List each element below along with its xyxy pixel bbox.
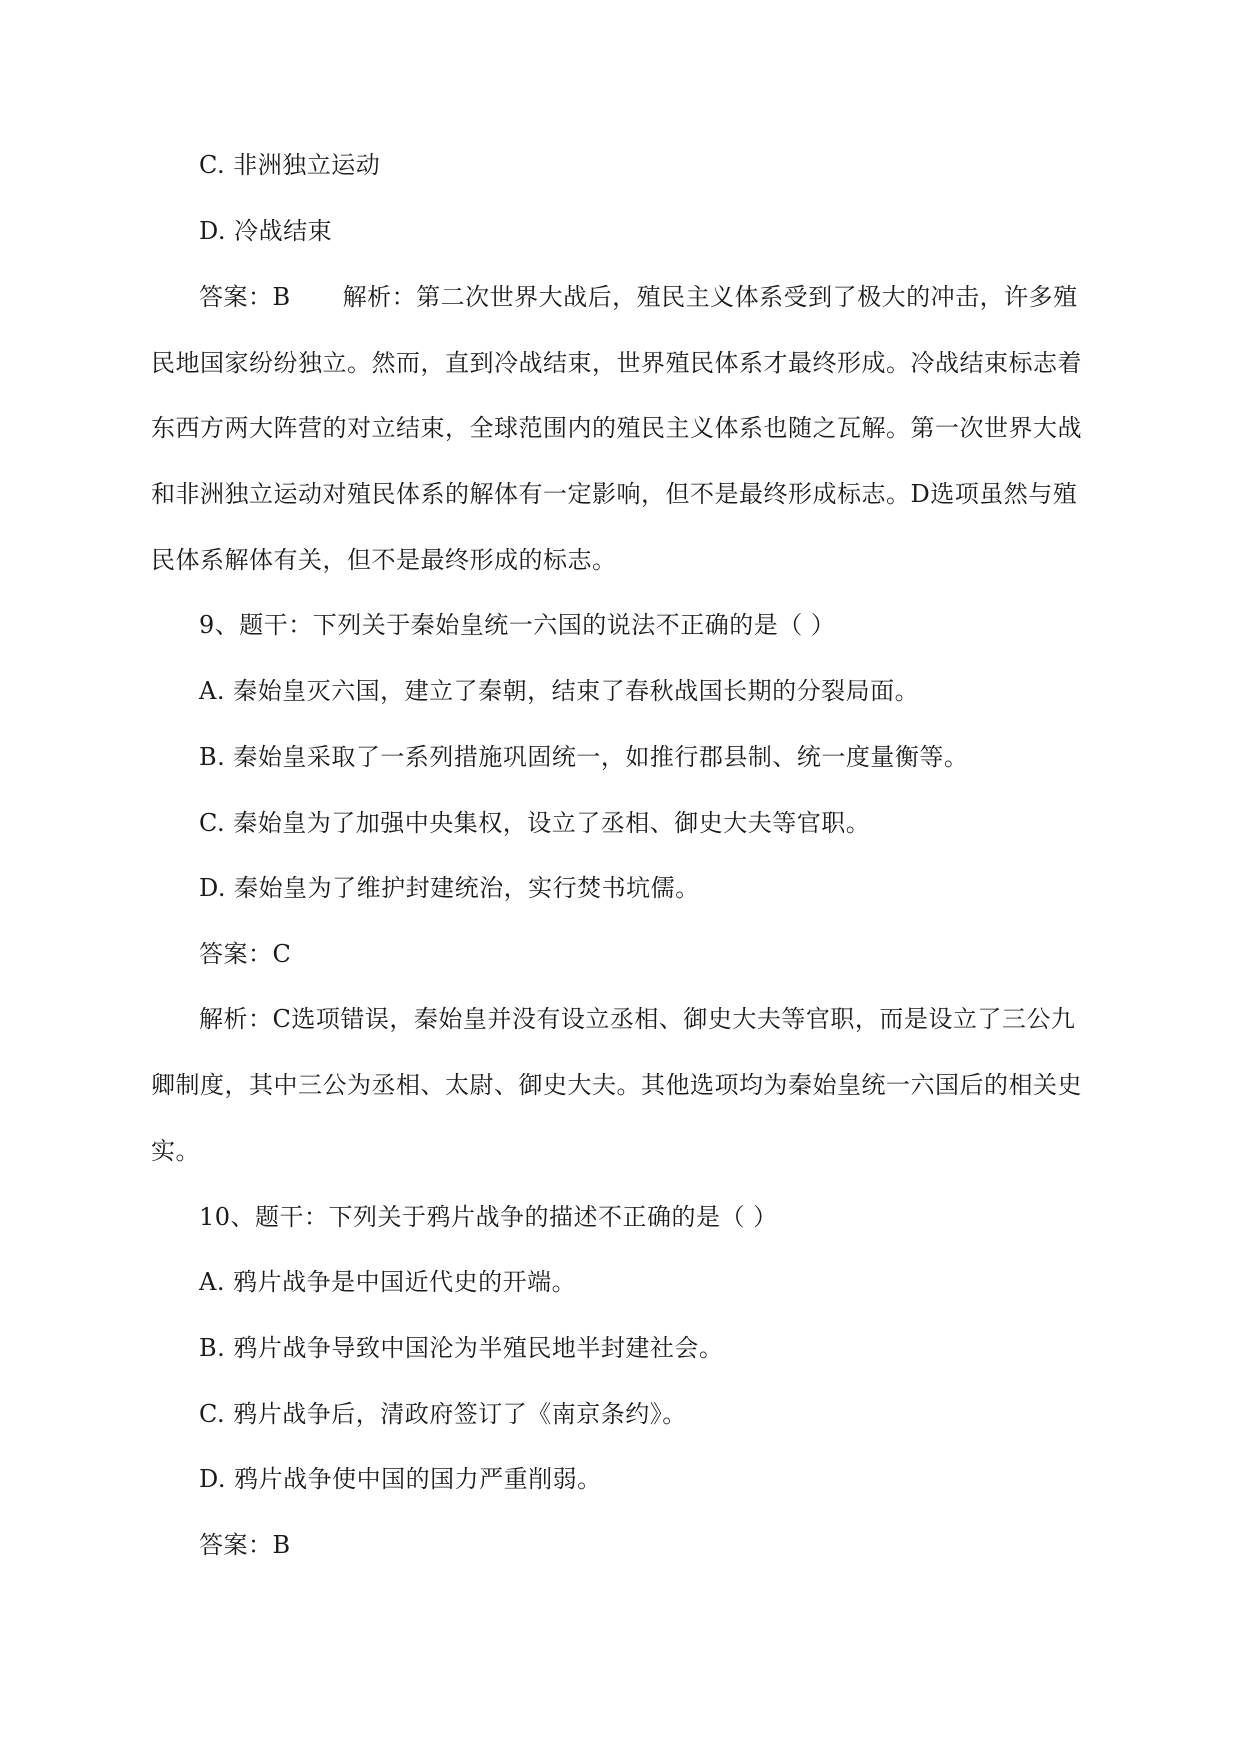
q10-stem: 10、题干：下列关于鸦片战争的描述不正确的是（ ） <box>199 1203 778 1231</box>
q10-option-d: D. 鸦片战争使中国的国力严重削弱。 <box>199 1465 602 1493</box>
q8-answer: 答案：B <box>199 283 291 311</box>
q8-analysis-line-3: 东西方两大阵营的对立结束，全球范围内的殖民主义体系也随之瓦解。第一次世界大战 <box>151 414 1082 442</box>
q9-analysis-line-1: 解析：C选项错误，秦始皇并没有设立丞相、御史大夫等官职，而是设立了三公九 <box>199 1005 1076 1033</box>
q8-analysis-line-4: 和非洲独立运动对殖民体系的解体有一定影响，但不是最终形成标志。D选项虽然与殖 <box>151 480 1078 508</box>
q10-option-a: A. 鸦片战争是中国近代史的开端。 <box>199 1268 577 1296</box>
q9-option-a: A. 秦始皇灭六国，建立了秦朝，结束了春秋战国长期的分裂局面。 <box>199 677 920 705</box>
q9-analysis-line-2: 卿制度，其中三公为丞相、太尉、御史大夫。其他选项均为秦始皇统一六国后的相关史 <box>151 1071 1082 1099</box>
q8-analysis-line-1: 解析：第二次世界大战后，殖民主义体系受到了极大的冲击，许多殖 <box>342 283 1078 311</box>
q8-option-d: D. 冷战结束 <box>199 217 333 245</box>
q10-option-c: C. 鸦片战争后，清政府签订了《南京条约》。 <box>199 1400 687 1428</box>
q9-option-b: B. 秦始皇采取了一系列措施巩固统一，如推行郡县制、统一度量衡等。 <box>199 743 969 771</box>
q9-answer: 答案：C <box>199 940 292 968</box>
q8-analysis-line-2: 民地国家纷纷独立。然而，直到冷战结束，世界殖民体系才最终形成。冷战结束标志着 <box>151 349 1082 377</box>
q8-analysis-line-5: 民体系解体有关，但不是最终形成的标志。 <box>151 546 617 574</box>
q9-stem: 9、题干：下列关于秦始皇统一六国的说法不正确的是（ ） <box>199 611 836 639</box>
q10-option-b: B. 鸦片战争导致中国沦为半殖民地半封建社会。 <box>199 1334 724 1362</box>
q8-option-c: C. 非洲独立运动 <box>199 151 381 179</box>
q9-analysis-line-3: 实。 <box>151 1137 200 1165</box>
q10-answer: 答案：B <box>199 1531 291 1559</box>
q9-option-c: C. 秦始皇为了加强中央集权，设立了丞相、御史大夫等官职。 <box>199 809 871 837</box>
q9-option-d: D. 秦始皇为了维护封建统治，实行焚书坑儒。 <box>199 874 700 902</box>
q8-answer-row <box>199 280 1139 314</box>
